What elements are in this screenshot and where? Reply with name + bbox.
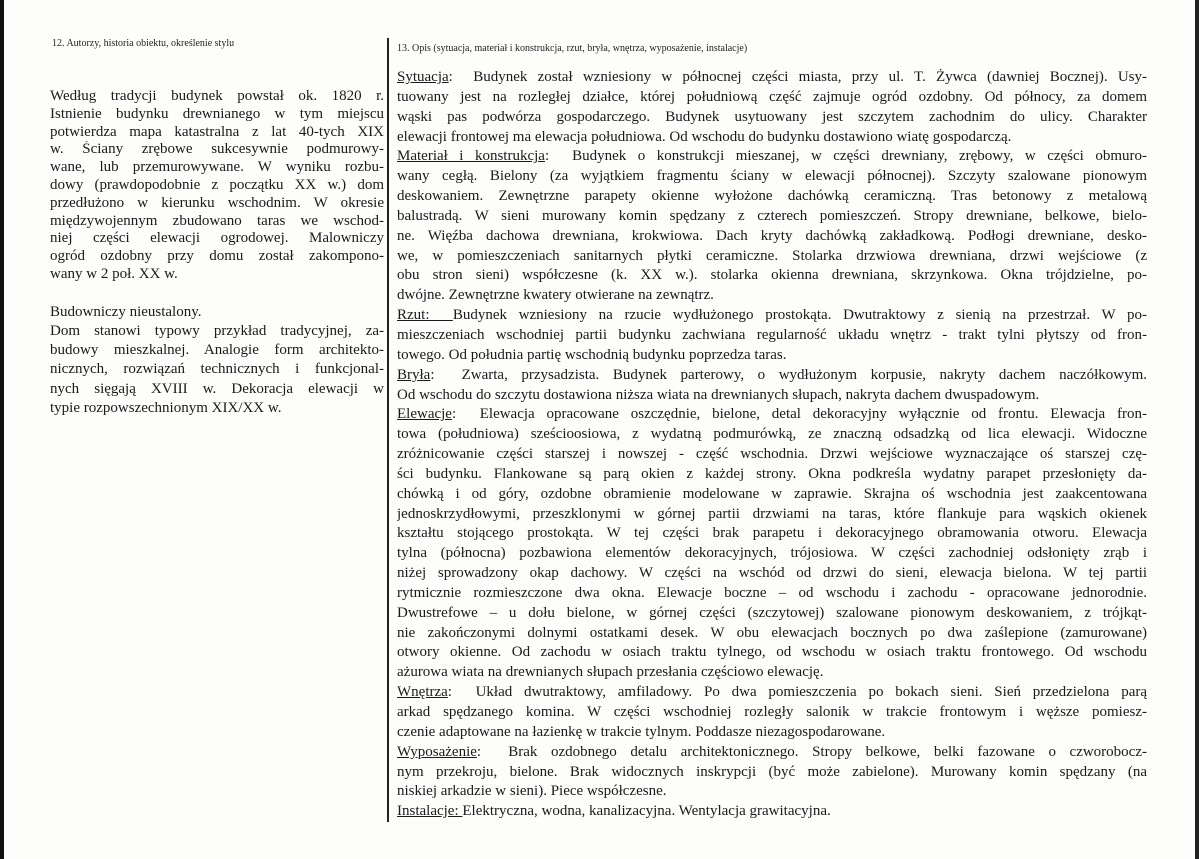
line-text: nie zakończonymi dolnymi ostatkami desek. W obu elewacjach bocznych po dwa zaślepione (zamurowane)	[397, 624, 1147, 641]
text-line	[397, 108, 1147, 128]
text-line	[397, 763, 1147, 783]
line-text: balustradą. W sieni murowany komin spędzany z czterech pomieszczeń. Stropy drewniane, belkowe, bielo-	[397, 207, 1147, 224]
paragraph-gap	[50, 284, 384, 303]
text-line	[397, 663, 1147, 683]
line-text: deskowaniem. Zewnętrzne parapety okienne wyłożone dachówką ceramiczną. Tras betonowy z metalową	[397, 188, 1147, 205]
paragraph	[50, 303, 384, 322]
line-text: Budynek o konstrukcji mieszanej, w części drewniany, zrębowy, w części obmuro-	[572, 148, 1147, 165]
text-line	[397, 386, 1147, 406]
text-line: Dom stanowi typowy przykład tradycyjnej, za-	[50, 322, 384, 339]
text-line	[397, 366, 1147, 386]
section-12-header: 12. Autorzy, historia obiektu, określenie stylu	[52, 38, 235, 49]
text-line	[397, 147, 1147, 167]
text-line	[397, 743, 1147, 763]
history-column	[50, 88, 384, 418]
text-line	[397, 266, 1147, 286]
line-text: Budynek został wzniesiony w północnej części miasta, przy ul. T. Żywca (dawniej Bocznej). Usy-	[473, 69, 1147, 85]
section-elewacje	[397, 405, 1147, 683]
text-line	[397, 207, 1147, 227]
text-line: niej części elewacji ogrodowej. Malowniczy	[50, 230, 384, 247]
text-line	[397, 544, 1147, 564]
text-line	[397, 405, 1147, 425]
line-text: tylna (północna) pozbawiona elementów dekoracyjnych, trójosiowa. W części zachodniej odsłonięty zrąb i	[397, 545, 1147, 562]
line-text: Brak ozdobnego detalu architektonicznego. Stropy belkowe, belki fazowane o czworobocz-	[508, 743, 1147, 760]
text-line: wany w 2 poł. XX w.	[50, 265, 178, 282]
line-text: rytmicznie rozmieszczone dwa okna. Elewacje boczne – od wschodu i zachodu - opracowane jednorodnie.	[397, 584, 1147, 601]
line-text: wany cegłą. Bielony (za wyjątkiem fragmentu ściany w elewacji północnej). Szczyty szalowane pionowym	[397, 168, 1147, 185]
text-line	[397, 465, 1147, 485]
section-sytuacja	[397, 68, 1147, 147]
heading-separator: :	[447, 684, 476, 701]
line-text: Budynek wzniesiony na rzucie wydłużonego prostokąta. Dwutraktowy z sienią na przestrzał. W po-	[452, 307, 1147, 324]
text-line	[397, 564, 1147, 584]
line-text: otwory okienne. Od zachodu w osiach traktu tylnego, od wschodu w osiach traktu frontowego. Od wschodu	[397, 644, 1147, 661]
line-text: kształtu stojącego prostokąta. W tej części brak parapetu i dekoracyjnego obramowania otworu. Elewacja	[397, 525, 1147, 542]
text-line	[397, 802, 1147, 822]
section-heading: Wyposażenie	[397, 743, 477, 760]
line-text: towego. Od południa partię wschodnią budynku poprzedza taras.	[397, 346, 787, 363]
text-line: wane, lub przemurowywane. W wyniku rozbu-	[50, 159, 384, 176]
text-line: dowy (prawdopodobnie z początku XX w.) dom	[50, 176, 384, 193]
text-line: przedłużono w kierunku wschodnim. W okresie	[50, 194, 384, 211]
line-text: niskiej arkadzie w sieni). Piece współczesne.	[397, 783, 667, 800]
text-line	[397, 68, 1147, 88]
line-text: tuowany jest na rozległej działce, której południową część zajmuje ogród ozdobny. Od północy, za domem	[397, 88, 1147, 105]
section-13-header: 13. Opis (sytuacja, materiał i konstrukcja, rzut, bryła, wnętrza, wyposażenie, instalacje)	[397, 43, 748, 54]
text-line: międzywojennym zbudowano taras we wschod-	[50, 212, 384, 229]
line-text: Dwustrefowe – u dołu bielone, w górnej części (szczytowej) szalowane pionowym deskowaniem, z trójkąt-	[397, 604, 1147, 621]
section-heading: Bryła	[397, 366, 431, 383]
heading-separator: :	[476, 743, 509, 760]
section-heading: Elewacje	[397, 406, 452, 423]
paragraph	[50, 88, 384, 284]
line-text: niżej sprowadzony okap dachowy. W części na wschód od drzwi do sieni, elewacja bielona. W tej partii	[397, 565, 1147, 582]
line-text: jednoskrzydłowymi, przeszklonymi w górnej partii drzwiami na taras, które flankuje para wąskich okienek	[397, 505, 1147, 522]
text-line: Istnienie budynku drewnianego w tym miejscu	[50, 105, 384, 122]
line-text: towa (południowa) sześcioosiowa, z wydatną podmurówką, ze znaczną odsadzką od lica elewacji. Widoczne	[397, 426, 1147, 443]
line-text: ne. Więźba dachowa drewniana, krokwiowa. Dach kryty dachówką zakładkową. Podłogi drewniane, desko-	[397, 227, 1147, 244]
text-line	[397, 227, 1147, 247]
text-line: w. Ściany zrębowe sukcesywnie podmurowy-	[50, 141, 384, 158]
paragraph	[50, 322, 384, 418]
heading-separator: :	[451, 406, 480, 423]
text-line: Budowniczy nieustalony.	[50, 303, 202, 320]
text-line	[397, 703, 1147, 723]
line-text: Elektryczna, wodna, kanalizacyjna. Wentylacja grawitacyjna.	[462, 803, 831, 820]
heading-separator: :	[544, 148, 573, 165]
line-text: obu stron sieni) współczesne (k. XX w.). stolarka okienna drewniana, skrzynkowa. Okna trójdzielne, po-	[397, 267, 1147, 284]
section-heading: Rzut:	[397, 307, 453, 324]
scan-edge-right	[1195, 0, 1199, 859]
line-text: we, w pomieszczeniach sanitarnych płytki ceramiczne. Stolarka drzwiowa drewniana, drzwi wejściowe (z	[397, 247, 1147, 264]
line-text: czenie adaptowane na łazienkę w trakcie tylnym. Poddasze niezagospodarowane.	[397, 723, 886, 740]
section-heading: Materiał i konstrukcja	[397, 148, 545, 165]
line-text: arkad spędzanego komina. W części wschodniej rozległy salonik w trakcie frontowym i węższe pomiesz-	[397, 704, 1147, 720]
text-line	[397, 286, 1147, 306]
text-line	[397, 445, 1147, 465]
text-line	[397, 187, 1147, 207]
text-line	[397, 624, 1147, 644]
line-text: Od wschodu do szczytu dostawiona niższa wiata na drewnianych słupach, nakryta dachem dwuspadowym.	[397, 386, 1040, 403]
section-rzut	[397, 306, 1147, 366]
text-line	[397, 643, 1147, 663]
text-line	[397, 247, 1147, 267]
text-line	[397, 167, 1147, 187]
line-text: chówką i od góry, ozdobne obramienie modelowane w zaprawie. Skrajna oś wschodnia jest zaakcentowana	[397, 485, 1147, 502]
text-line	[397, 128, 1147, 148]
text-line: Według tradycji budynek powstał ok. 1820 r.	[50, 88, 384, 104]
line-text: nym przekroju, bielone. Brak widocznych inskrypcji (być może zabielone). Murowany komin spędzany (na	[397, 763, 1147, 780]
section-materiałikonstrukcja	[397, 147, 1147, 306]
section-bryła	[397, 366, 1147, 406]
text-line: budowy mieszkalnej. Analogie form architekto-	[50, 342, 384, 359]
section-instalacje	[397, 802, 1147, 822]
line-text: elewacji frontowej ma elewacja południowa. Od wschodu do budynku dostawiono wiatę gospodarczą.	[397, 128, 1012, 145]
line-text: Elewacja opracowane oszczędnie, bielone, detal dekoracyjny wyłącznie od frontu. Elewacja fron-	[479, 406, 1147, 423]
text-line	[397, 683, 1147, 703]
text-line	[397, 346, 1147, 366]
line-text: Zwarta, przysadzista. Budynek parterowy, o wydłużonym korpusie, nakryty dachem naczółkowym.	[461, 366, 1147, 383]
section-heading: Wnętrza	[397, 684, 448, 701]
section-heading: Sytuacja	[397, 69, 449, 85]
line-text: mieszczeniach wschodniej partii budynku zachwiana regularność układu wnętrz - trakt tylni płytszy od fron-	[397, 326, 1147, 343]
description-column	[397, 68, 1147, 822]
scan-edge-left	[0, 0, 4, 859]
text-line	[397, 723, 1147, 743]
text-line: ogród ozdobny przy domu został zakompono-	[50, 248, 384, 265]
text-line	[397, 306, 1147, 326]
text-line: potwierdza mapa katastralna z lat 40-tych XIX	[50, 123, 384, 140]
text-line: nicznych, rozwiązań technicznych i funkcjonal-	[50, 361, 384, 378]
text-line	[397, 425, 1147, 445]
text-line	[397, 604, 1147, 624]
line-text: dwójne. Zewnętrzne kwatery otwierane na zewnątrz.	[397, 287, 714, 304]
text-line: typie rozpowszechnionym XIX/XX w.	[50, 399, 282, 416]
line-text: ści budynku. Flankowane są parą okien z każdej strony. Okna podkreśla wydatny parapet przesłonięty da-	[397, 465, 1147, 482]
text-line	[397, 524, 1147, 544]
text-line	[397, 782, 1147, 802]
section-wnętrza	[397, 683, 1147, 743]
heading-separator: :	[448, 69, 474, 85]
text-line	[397, 505, 1147, 525]
text-line	[397, 326, 1147, 346]
line-text: ażurowa wiata na drewnianych słupach przesłania częściowo elewację.	[397, 664, 824, 681]
text-line: nych sięgają XVIII w. Dekoracja elewacji w	[50, 380, 384, 397]
section-heading: Instalacje:	[397, 803, 463, 820]
text-line	[397, 88, 1147, 108]
text-line	[397, 584, 1147, 604]
line-text: wąski pas podwórza gospodarczego. Budynek usytuowany jest szczytem zachodnim do ulicy. Charakter	[397, 108, 1147, 125]
text-line	[397, 485, 1147, 505]
section-wyposażenie	[397, 743, 1147, 803]
line-text: Układ dwutraktowy, amfiladowy. Po dwa pomieszczenia po bokach sieni. Sień przedzielona parą	[475, 684, 1147, 701]
heading-separator: :	[430, 366, 462, 383]
line-text: zróżnicowanie części starszej i nowszej - część wschodnia. Drzwi wejściowe wyznaczające oś starszej czę-	[397, 446, 1147, 463]
column-divider	[387, 38, 389, 822]
